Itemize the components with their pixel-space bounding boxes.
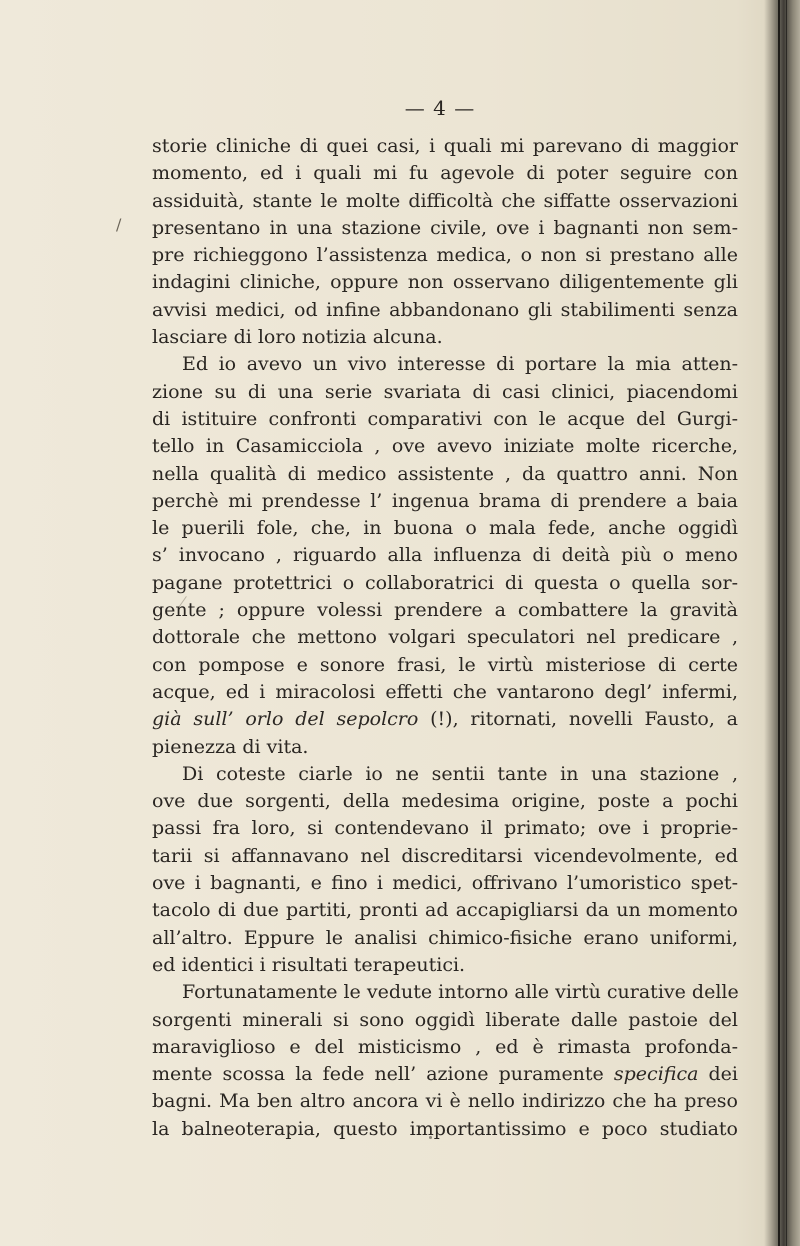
text-line: bagni. Ma ben altro ancora vi è nello indirizzo che ha preso	[152, 1090, 738, 1113]
text-line: pre richieggono l’assistenza medica, o non si prestano alle	[152, 244, 738, 267]
text-line: pienezza di vita.	[152, 735, 309, 758]
text-line: all’altro. Eppure le analisi chimico-fisiche erano uniformi,	[152, 926, 738, 949]
text-line: momento, ed i quali mi fu agevole di poter seguire con	[152, 162, 738, 185]
text-line: tello in Casamicciola , ove avevo iniziate molte ricerche,	[152, 435, 738, 458]
text-line: nella qualità di medico assistente , da quattro anni. Non	[152, 462, 738, 485]
text-fragment: dei	[698, 1063, 738, 1086]
text-line: avvisi medici, od infine abbandonano gli stabilimenti senza	[152, 298, 738, 321]
text-line: Ed io avevo un vivo interesse di portare la mia atten-	[182, 353, 738, 376]
text-fragment: (!), ritornati, novelli Fausto, a	[418, 708, 738, 731]
text-line: Di coteste ciarle io ne sentii tante in una stazione ,	[182, 762, 738, 785]
text-line	[152, 706, 738, 733]
text-line: tarii si affannavano nel discreditarsi vicendevolmente, ed	[152, 844, 738, 867]
text-line: zione su di una serie svariata di casi clinici, piacendomi	[152, 380, 738, 403]
text-line: tacolo di due partiti, pronti ad accapigliarsi da un momento	[152, 899, 738, 922]
text-line	[152, 1061, 738, 1088]
text-line: dottorale che mettono volgari speculatori nel predicare ,	[152, 626, 738, 649]
body-text	[152, 133, 738, 1143]
text-line: Fortunatamente le vedute intorno alle virtù curative delle	[182, 981, 739, 1004]
text-line: storie cliniche di quei casi, i quali mi parevano di maggior	[152, 135, 738, 157]
text-line: la balneoterapia, questo importantissimo e poco studiato	[152, 1117, 738, 1140]
text-line: assiduità, stante le molte difficoltà che siffatte osservazioni	[152, 189, 738, 212]
text-line: pagane protettrici o collaboratrici di questa o quella sor-	[152, 571, 738, 594]
text-line: lasciare di loro notizia alcuna.	[152, 326, 443, 349]
margin-pencil-mark: /	[116, 215, 122, 234]
text-line: di istituire confronti comparativi con le acque del Gurgi-	[152, 407, 738, 430]
text-line: s’ invocano , riguardo alla influenza di deità più o meno	[152, 544, 738, 567]
page-number: — 4 —	[404, 96, 476, 120]
text-line: indagini cliniche, oppure non osservano diligentemente gli	[152, 271, 738, 294]
text-line: con pompose e sonore frasi, le virtù misteriose di certe	[152, 653, 738, 676]
text-line: le puerili fole, che, in buona o mala fede, anche oggidì	[152, 517, 738, 540]
text-line: ove due sorgenti, della medesima origine, poste a pochi	[152, 790, 738, 813]
text-line: presentano in una stazione civile, ove i bagnanti non sem-	[152, 216, 738, 239]
text-line: perchè mi prendesse l’ ingenua brama di prendere a baia	[152, 489, 738, 512]
text-line: ed identici i risultati terapeutici.	[152, 953, 466, 976]
text-fragment: mente scossa la fede nell’ azione puramente	[152, 1063, 614, 1086]
text-line: acque, ed i miracolosi effetti che vantarono degl’ infermi,	[152, 680, 738, 703]
text-line: passi fra loro, si contendevano il primato; ove i proprie-	[152, 817, 738, 840]
text-line: ove i bagnanti, e fino i medici, offrivano l’umoristico spet-	[152, 872, 738, 895]
text-line: sorgenti minerali si sono oggidì liberate dalle pastoie del	[152, 1008, 738, 1031]
italic-phrase: già sull’ orlo del sepolcro	[152, 708, 419, 731]
text-line: maraviglioso e del misticismo , ed è rimasta profonda-	[152, 1035, 738, 1058]
italic-word: specifica	[613, 1063, 699, 1086]
text-line: gente ; oppure volessi prendere a combattere la gravità	[152, 599, 738, 622]
book-binding-edge	[764, 0, 800, 1246]
